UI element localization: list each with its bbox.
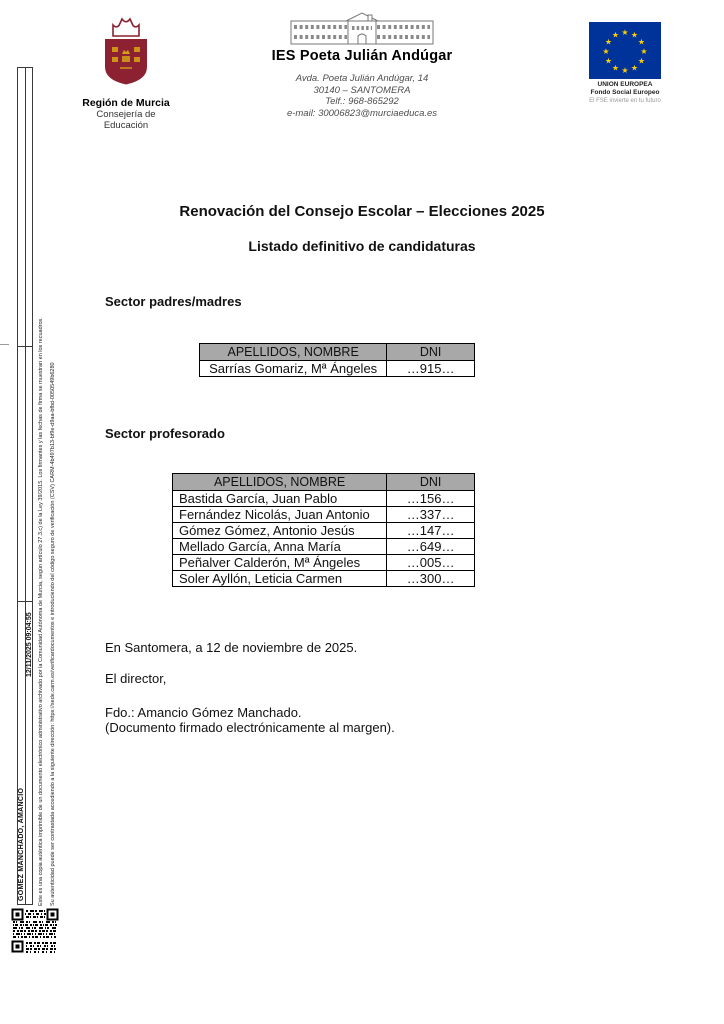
school-phone: Telf.: 968-865292 xyxy=(325,96,399,107)
candidate-name-cell: Gómez Gómez, Antonio Jesús xyxy=(173,523,387,539)
column-header-apellidos: APELLIDOS, NOMBRE xyxy=(173,474,387,491)
murcia-subtitle-line2: Educación xyxy=(103,120,149,131)
column-header-dni: DNI xyxy=(387,474,475,491)
candidate-dni-cell: …915… xyxy=(387,361,475,377)
table-header-row xyxy=(173,474,475,491)
fold-mark xyxy=(0,344,9,345)
school-building-icon xyxy=(290,12,434,46)
eu-union-label: UNION EUROPEA xyxy=(597,81,653,88)
candidate-name-cell: Peñalver Calderón, Mª Ángeles xyxy=(173,555,387,571)
school-header-block xyxy=(248,12,476,119)
eu-block xyxy=(585,22,665,105)
svg-text:★: ★ xyxy=(602,47,610,56)
table-row xyxy=(200,361,475,377)
footer-note-line: (Documento firmado electrónicamente al margen). xyxy=(105,720,395,735)
candidates-table-padres xyxy=(199,343,475,377)
candidate-name-cell: Sarrías Gomariz, Mª Ángeles xyxy=(200,361,387,377)
svg-text:★: ★ xyxy=(630,30,639,40)
table-row xyxy=(173,491,475,507)
candidate-dni-cell: …649… xyxy=(387,539,475,555)
legal-text-line1-vertical: Este es una copia auténtica imprimible de un documento electrónico administrativo archivado por la Comunidad Autónoma de Murcia, según artículo 27.3.c) de la Ley 39/2015. Los firmantes y las fechas de firma se muestran en los recuadros. xyxy=(38,317,44,906)
table-row xyxy=(173,571,475,587)
table-row xyxy=(173,539,475,555)
candidate-dni-cell: …300… xyxy=(387,571,475,587)
eu-slogan: El FSE invierte en tu futuro xyxy=(589,98,661,104)
school-address-line1: Avda. Poeta Julián Andúgar, 14 xyxy=(295,73,429,84)
svg-text:★: ★ xyxy=(621,66,629,75)
candidate-dni-cell: …147… xyxy=(387,523,475,539)
signature-datetime-vertical: 12/11/2025 09:04:55 xyxy=(26,612,33,677)
table-row xyxy=(173,523,475,539)
candidate-dni-cell: …005… xyxy=(387,555,475,571)
document-title: Renovación del Consejo Escolar – Elecciones 2025 xyxy=(179,203,545,220)
school-contact-info xyxy=(248,73,476,119)
candidate-name-cell: Fernández Nicolás, Juan Antonio xyxy=(173,507,387,523)
murcia-coat-of-arms-icon xyxy=(96,12,156,88)
footer-date-line: En Santomera, a 12 de noviembre de 2025. xyxy=(105,640,358,655)
section-heading-profesorado: Sector profesorado xyxy=(105,426,225,441)
candidates-table-profesorado xyxy=(172,473,475,587)
table-header-row xyxy=(200,344,475,361)
eu-fund-label: Fondo Social Europeo xyxy=(590,89,660,96)
svg-text:★: ★ xyxy=(611,30,620,40)
murcia-subtitle-line1: Consejería de xyxy=(96,109,156,120)
signature-strip-cell-border xyxy=(18,346,32,347)
svg-text:★: ★ xyxy=(611,63,620,73)
candidate-dni-cell: …156… xyxy=(387,491,475,507)
svg-text:★: ★ xyxy=(640,47,648,56)
table-row xyxy=(173,507,475,523)
footer-signature-line: Fdo.: Amancio Gómez Manchado. xyxy=(105,705,302,720)
candidate-dni-cell: …337… xyxy=(387,507,475,523)
school-email: e-mail: 30006823@murciaeduca.es xyxy=(286,107,438,119)
svg-text:★: ★ xyxy=(621,28,629,37)
eu-flag-icon xyxy=(589,22,661,79)
qr-code xyxy=(11,908,59,953)
column-header-dni: DNI xyxy=(387,344,475,361)
legal-text-line2-vertical: Su autenticidad puede ser contrastada accediendo a la siguiente dirección: https://sede.carm.es/verificardocumentos e introduciendo del código seguro de verificación (CSV) CARM-4b497b13-bf9e-d9aa-bfbd-0050549b6280 xyxy=(50,362,56,906)
school-name: IES Poeta Julián Andúgar xyxy=(271,48,453,64)
document-subtitle: Listado definitivo de candidaturas xyxy=(248,238,476,254)
candidate-name-cell: Soler Ayllón, Leticia Carmen xyxy=(173,571,387,587)
candidate-name-cell: Bastida García, Juan Pablo xyxy=(173,491,387,507)
footer-role-line: El director, xyxy=(105,671,167,686)
school-address-line2: 30140 – SANTOMERA xyxy=(313,84,411,96)
column-header-apellidos: APELLIDOS, NOMBRE xyxy=(200,344,387,361)
svg-text:★: ★ xyxy=(604,56,613,66)
table-row xyxy=(173,555,475,571)
section-heading-padres: Sector padres/madres xyxy=(105,294,242,309)
signer-name-vertical: GÓMEZ MANCHADO, AMANCIO xyxy=(18,787,25,901)
murcia-logo-block xyxy=(78,12,174,131)
candidate-name-cell: Mellado García, Anna María xyxy=(173,539,387,555)
svg-text:★: ★ xyxy=(637,37,646,47)
svg-text:★: ★ xyxy=(604,37,613,47)
svg-text:★: ★ xyxy=(630,63,639,73)
svg-text:★: ★ xyxy=(637,56,646,66)
murcia-title: Región de Murcia xyxy=(82,97,170,109)
